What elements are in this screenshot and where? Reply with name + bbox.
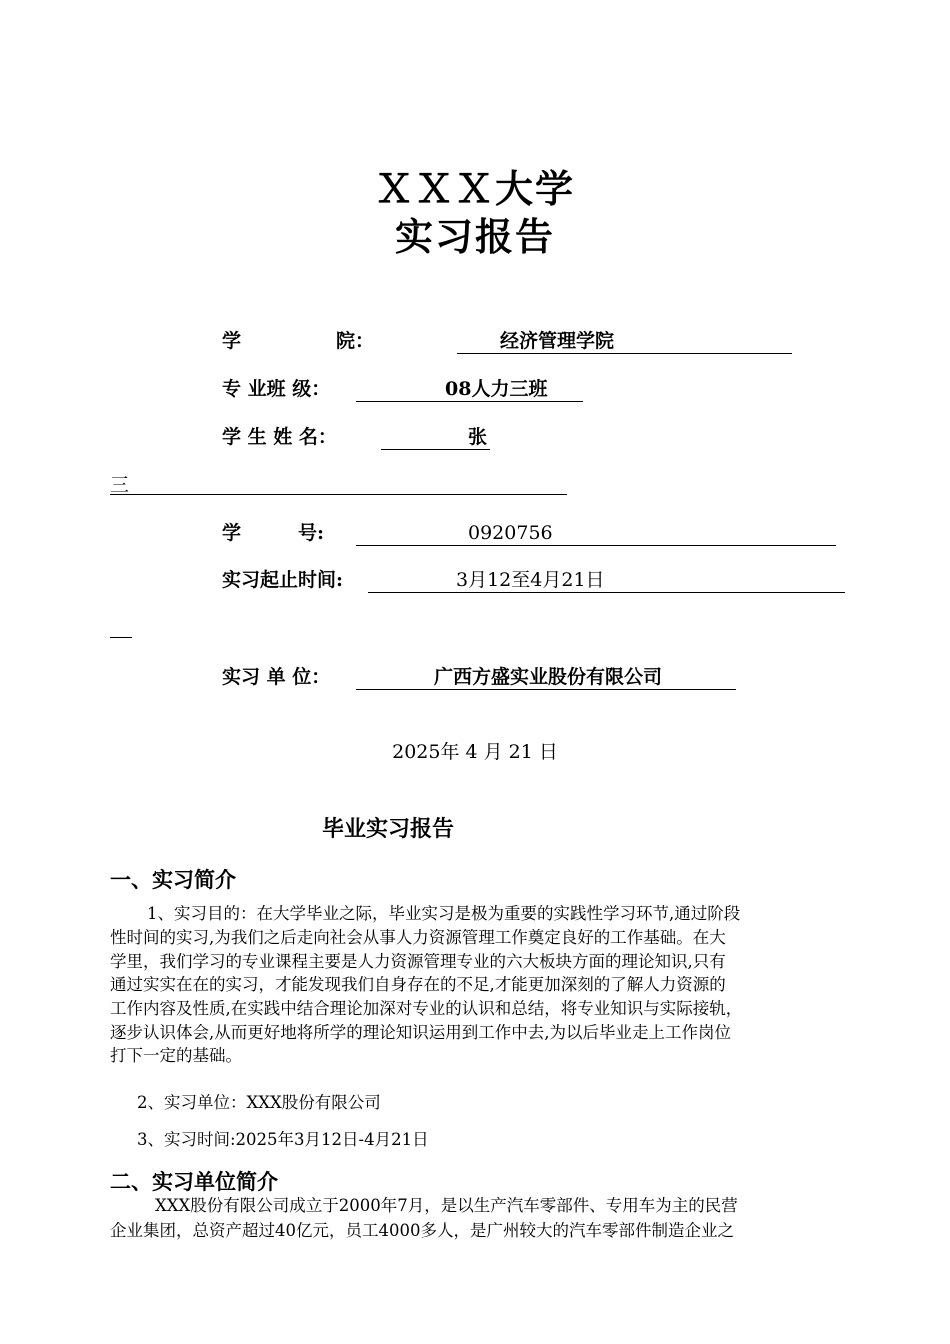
purpose-line: 打下一定的基础。 [110, 1046, 242, 1065]
report-title: 实习报告 [394, 214, 555, 259]
university-title: ＸＸＸ大学 [374, 166, 575, 211]
id-label: 学 号: [222, 522, 325, 544]
company-line: 企业集团，总资产超过40亿元，员工4000多人，是广州较大的汽车零部件制造企业之 [110, 1221, 734, 1240]
purpose-line: 工作内容及性质,在实践中结合理论加深对专业的认识和总结，将专业知识与实际接轨， [110, 999, 743, 1018]
unit-line: 2、实习单位：XXX股份有限公司 [137, 1093, 381, 1112]
purpose-line: 性时间的实习,为我们之后走向社会从事人力资源管理工作奠定良好的工作基础。在大 [110, 928, 726, 947]
time-line: 3、实习时间:2025年3月12日-4月21日 [137, 1130, 429, 1149]
purpose-line: 学里，我们学习的专业课程主要是人力资源管理专业的六大板块方面的理论知识,只有 [110, 952, 726, 971]
class-value: 08人力三班 [445, 378, 548, 400]
class-label: 专 业班 级： [222, 378, 331, 400]
company-line: XXX股份有限公司成立于2000年7月，是以生产汽车零部件、专用车为主的民营 [155, 1196, 738, 1215]
report-heading: 毕业实习报告 [322, 816, 455, 842]
period-underline [368, 568, 845, 593]
id-value: 0920756 [468, 522, 553, 544]
purpose-line: 1、实习目的：在大学毕业之际，毕业实习是极为重要的实践性学习环节,通过阶段 [147, 904, 741, 923]
name-overflow-underline [110, 494, 567, 495]
purpose-line: 逐步认识体会,从而更好地将所学的理论知识运用到工作中去,为以后毕业走上工作岗位 [110, 1023, 731, 1042]
name-label: 学 生 姓 名： [222, 426, 337, 448]
cover-date: 2025年 4 月 21 日 [392, 741, 558, 763]
section2-heading: 二、实习单位简介 [110, 1169, 278, 1194]
name-overflow: 三 [110, 474, 130, 496]
period-overflow-underline [110, 637, 132, 638]
college-label: 学 院： [222, 330, 375, 352]
period-label: 实习起止时间: [222, 569, 344, 591]
unit-value: 广西方盛实业股份有限公司 [434, 666, 663, 688]
name-value: 张 [468, 426, 488, 448]
unit-label: 实习 单 位： [222, 666, 331, 688]
id-underline [356, 521, 836, 546]
period-value: 3月12至4月21日 [456, 569, 605, 591]
purpose-line: 通过实实在在的实习，才能发现我们自身存在的不足,才能更加深刻的了解人力资源的 [110, 975, 726, 994]
college-value: 经济管理学院 [500, 330, 615, 352]
section1-heading: 一、实习简介 [110, 867, 236, 892]
